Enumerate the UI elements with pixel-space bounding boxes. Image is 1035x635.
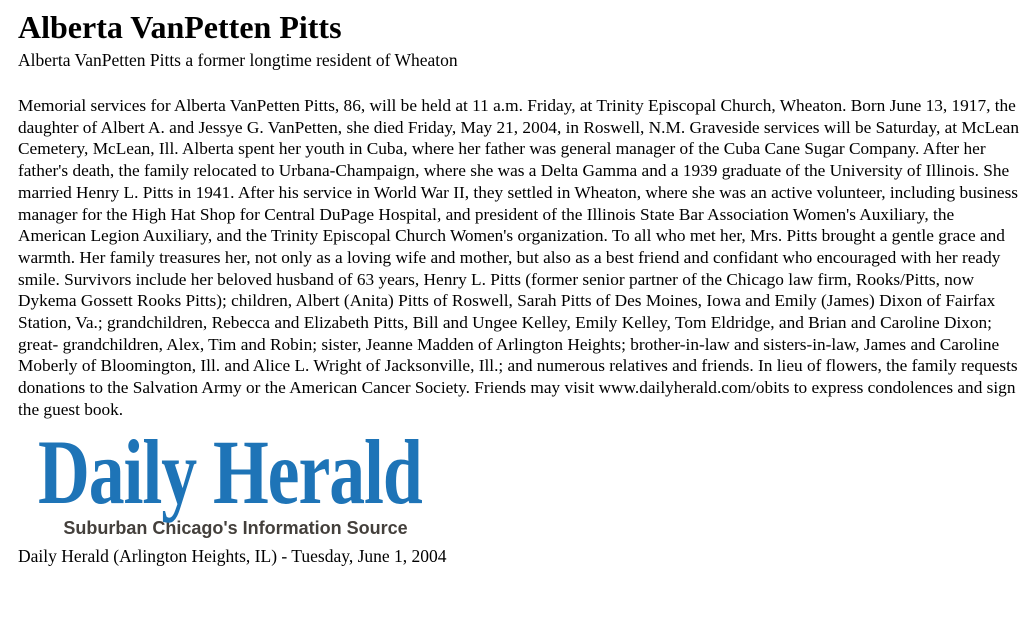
- daily-herald-logo: [38, 420, 433, 538]
- obituary-text: Memorial services for Alberta VanPetten Pitts, 86, will be held at 11 a.m. Friday, at Trinity Episcopal Church, Wheaton. Born June 13, 1917, the daughter of Albert A. and Jessye G. VanPetten, she died Friday, May 21, 2004, in Roswell, N.M. Graveside services will be Saturday, at McLean Cemetery, McLean, Ill. Alberta spent her youth in Cuba, where her father was general manager of the Cuba Cane Sugar Company. After her father's death, the family relocated to Urbana-Champaign, where she was a Delta Gamma and a 1939 graduate of the University of Illinois. She married Henry L. Pitts in 1941. After his service in World War II, they settled in Wheaton, where she was an active volunteer, including business manager for the High Hat Shop for Central DuPage Hospital, and president of the Illinois State Bar Association Women's Auxiliary, the American Legion Auxiliary, and the Trinity Episcopal Church Women's organization. To all who met her, Mrs. Pitts brought a gentle grace and warmth. Her family treasures her, not only as a loving wife and mother, but also as a best friend and confidant who encouraged with her ready smile. Survivors include her beloved husband of 63 years, Henry L. Pitts (former senior partner of the Chicago law firm, Rooks/Pitts, now Dykema Gossett Rooks Pitts); children, Albert (Anita) Pitts of Roswell, Sarah Pitts of Des Moines, Iowa and Emily (James) Dixon of Fairfax Station, Va.; grandchildren, Rebecca and Elizabeth Pitts, Bill and Ungee Kelley, Emily Kelley, Tom Eldridge, and Brian and Caroline Dixon; great- grandchildren, Alex, Tim and Robin; sister, Jeanne Madden of Arlington Heights; brother-in-law and sisters-in-law, James and Caroline Moberly of Bloomington, Ill. and Alice L. Wright of Jacksonville, Ill.; and numerous relatives and friends. In lieu of flowers, the family requests donations to the Salvation Army or the American Cancer Society. Friends may visit www.dailyherald.com/obits to express condolences and sign the guest book.: [18, 96, 1019, 419]
- daily-herald-logo-text: Daily Herald: [38, 420, 422, 523]
- publication-attribution: Daily Herald (Arlington Heights, IL) - Tuesday, June 1, 2004: [18, 545, 447, 566]
- daily-herald-tagline: Suburban Chicago's Information Source: [63, 517, 408, 538]
- obituary-subtitle: Alberta VanPetten Pitts a former longtime resident of Wheaton: [18, 50, 458, 70]
- page-title: Alberta VanPetten Pitts: [18, 9, 342, 45]
